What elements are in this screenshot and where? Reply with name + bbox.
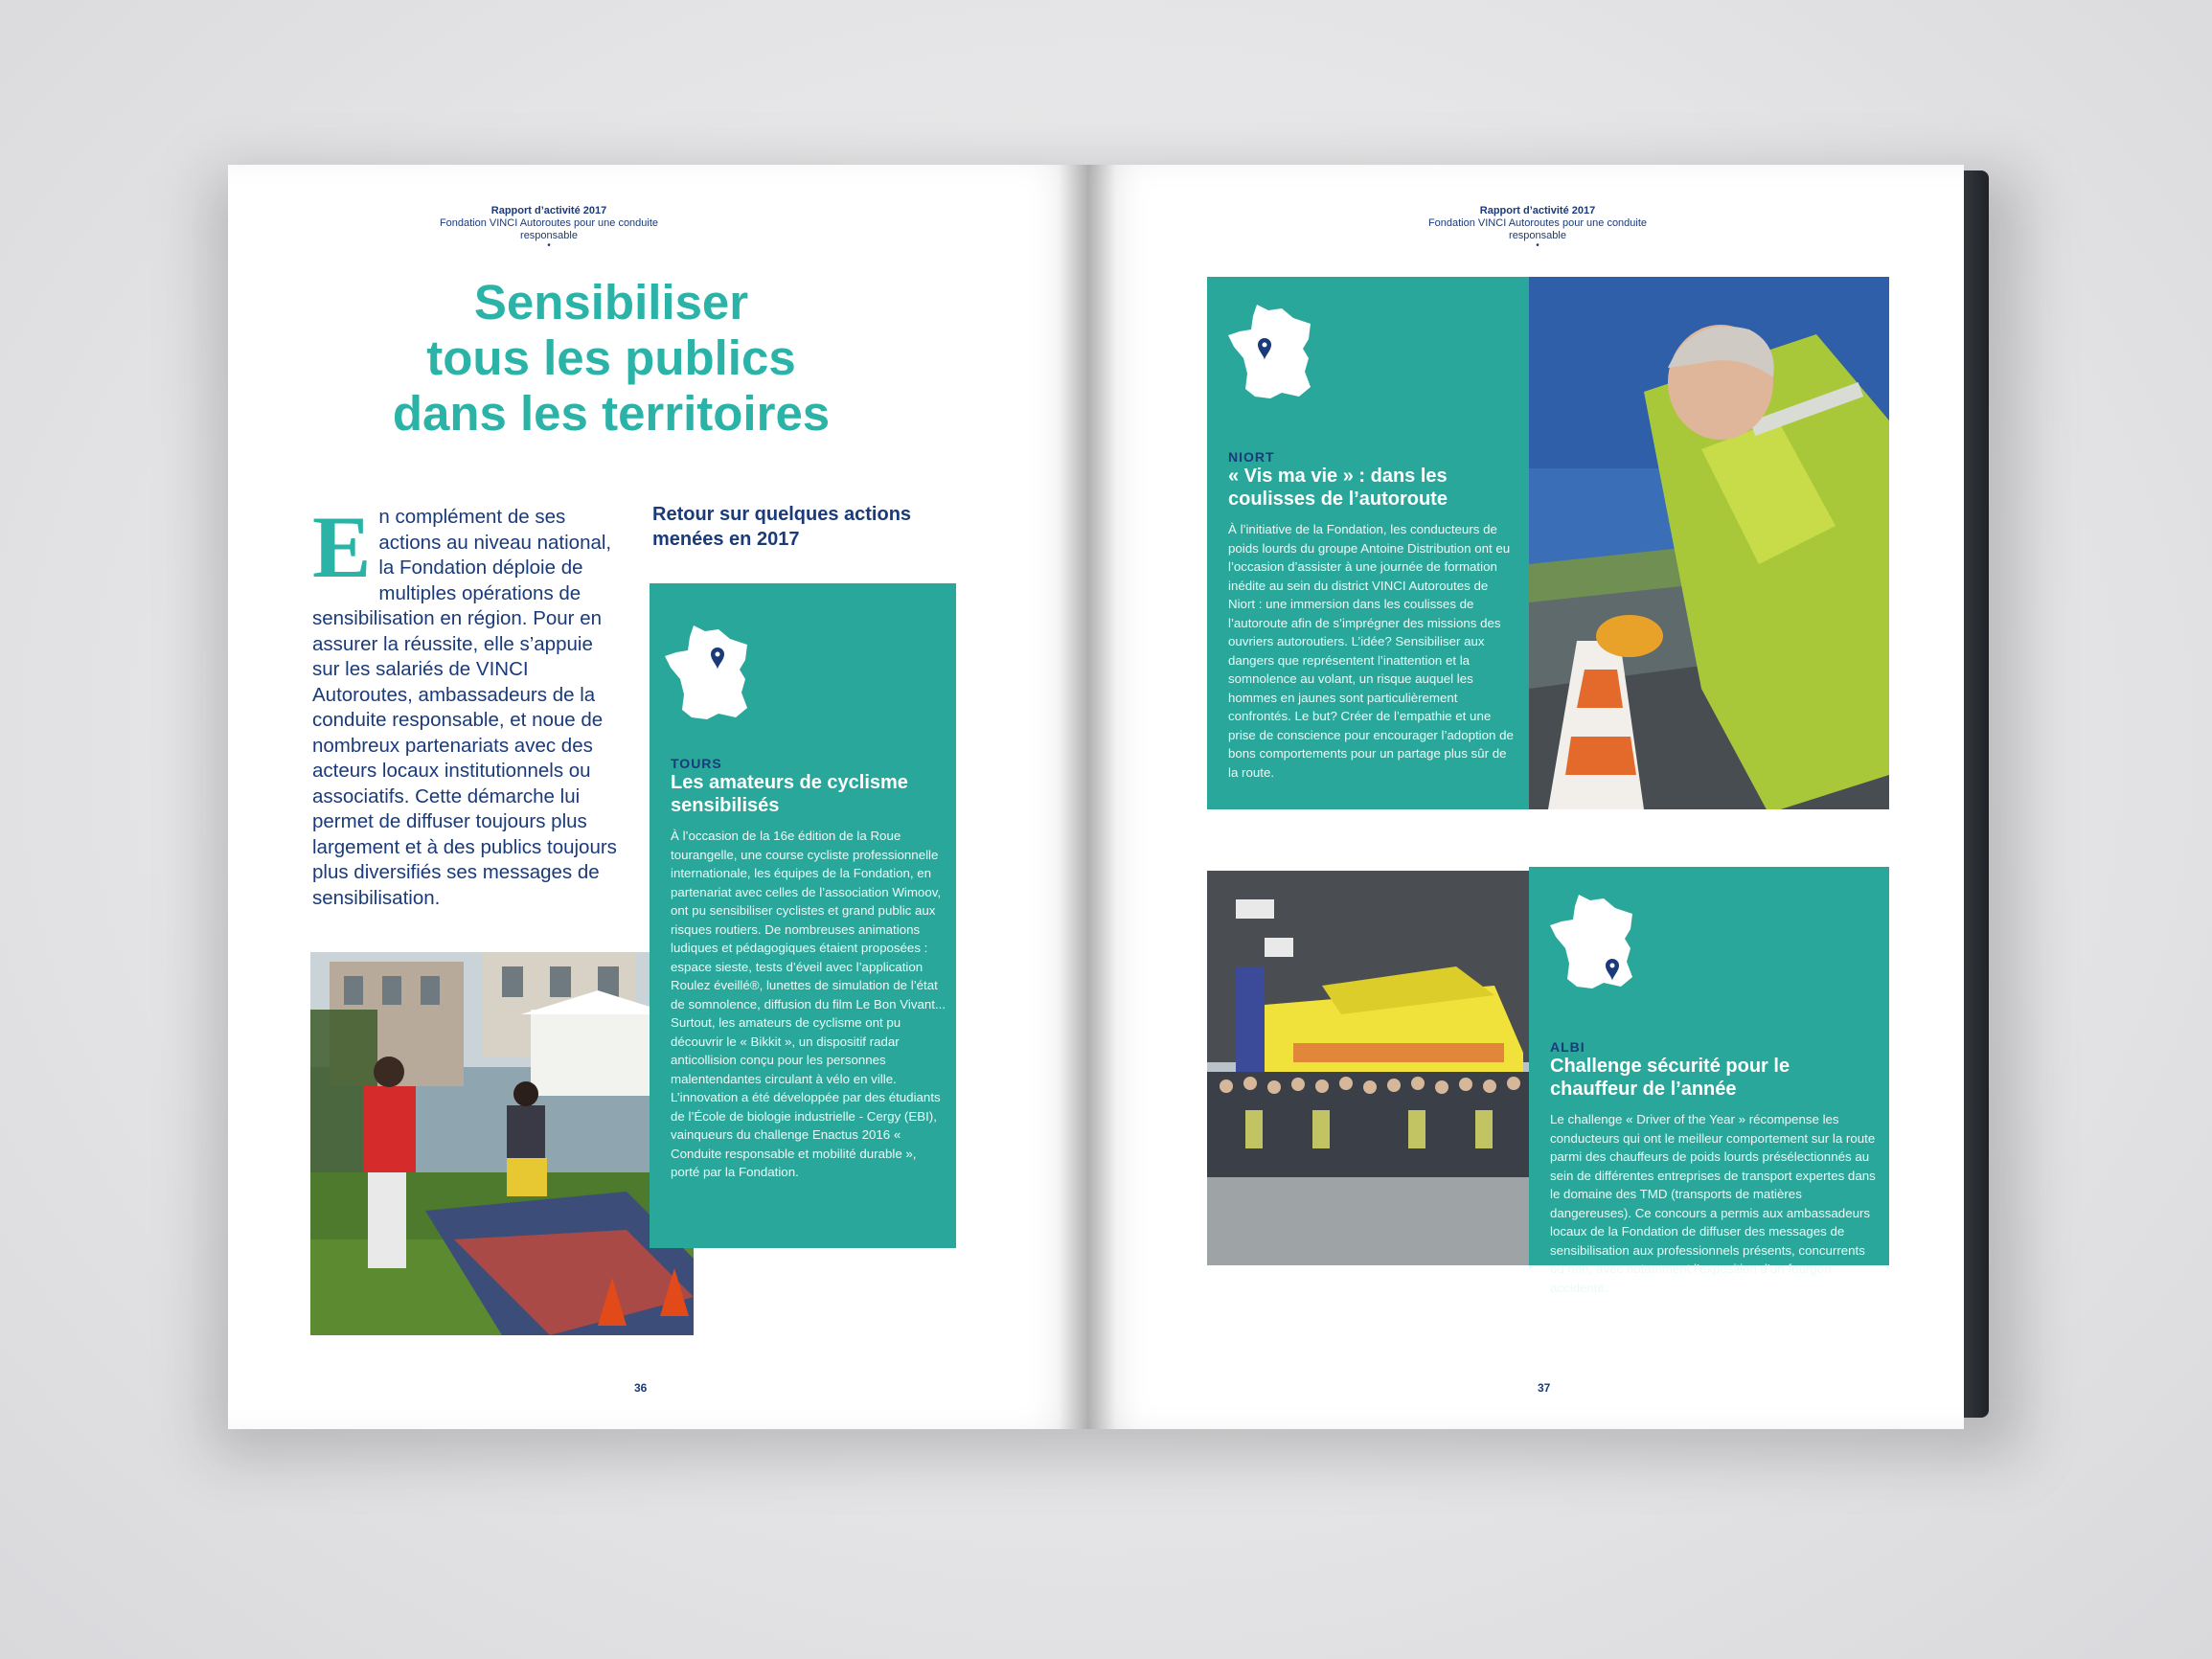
page-number: 36 [634, 1381, 648, 1395]
box-city-label: TOURS [671, 756, 722, 771]
running-head [420, 205, 678, 250]
photo-cycling-event [310, 952, 694, 1335]
actions-heading: Retour sur quelques actions menées en 2017 [652, 504, 912, 550]
page-title-line: dans les territoires [392, 386, 831, 441]
box-body-text: À l’occasion de la 16e édition de la Roue tourangelle, une course cycliste professionnelle internationale, les équipes de la Fondation, en partenariat avec celles de l’association Wimoov, ont pu sensibiliser cyclistes et grand public aux risques routiers. De nombreuses animations ludiques et pédagogiques étaient proposées : espace sieste, tests d’éveil avec l’application Roulez éveillé®, lunettes de simulation de l’état de somnolence, diffusion du film Le Bon Vivant... Surtout, les amateurs de cyclisme ont pu découvrir le « Bikkit », un dispositif radar anticollision conçu pour les personnes malentendantes circulant à vélo en ville. L’innovation a été développée par des étudiants de l’École de biologie industrielle - Cergy (EBI), vainqueurs du challenge Enactus 2016 « Conduite responsable et mobilité durable », porté par la Fondation. [671, 829, 946, 1179]
intro-text: n complément de ses actions au niveau national, la Fondation déploie de multiples opérations de sensibilisation en région. Pour en assurer la réussite, elle s’appuie sur les salariés de VINCI Autoroutes, ambassadeurs de la conduite responsable, et noue de nombreux partenariats avec des acteurs locaux institutionnels ou associatifs. Cette démarche lui permet de diffuser toujours plus largement et à des publics toujours plus diversifiés ses messages de sensibilisation. [312, 506, 617, 909]
right-page [1087, 165, 1964, 1429]
box-city-label: ALBI [1550, 1039, 1585, 1055]
book-gutter [1059, 165, 1116, 1429]
box-heading: « Vis ma vie » : dans les coulisses de l’autoroute [1228, 466, 1448, 510]
box-body-text: À l’initiative de la Fondation, les conducteurs de poids lourds du groupe Antoine Distribution ont eu l’occasion d’assister à une journée de formation inédite au sein du district VINCI Autoroutes de Niort : une immersion dans les coulisses de l’autoroute afin de s’imprégner des missions des ouvriers autoroutiers. L’idée? Sensibiliser aux dangers que représentent l’inattention et la somnolence au volant, un risque auquel les hommes en jaunes sont particulièrement confrontés. Le but? Créer de l’empathie et une prise de conscience pour encourager l’adoption de bons comportements pour un partage plus sûr de la route. [1228, 522, 1514, 780]
action-box-albi [1529, 867, 1889, 1295]
running-head-subtitle: Fondation VINCI Autoroutes pour une conduite responsable [439, 217, 659, 241]
france-map-icon [663, 622, 755, 725]
photo-albi-group [1207, 871, 1529, 1265]
intro-paragraph [312, 498, 619, 911]
drop-cap: E [312, 498, 372, 596]
page-title-line: Sensibiliser [473, 275, 749, 330]
page-number: 37 [1538, 1381, 1551, 1395]
bullet-dot-icon: • [547, 240, 551, 251]
bullet-dot-icon: • [1536, 240, 1539, 251]
action-box-niort [1207, 277, 1529, 809]
left-page [228, 165, 1087, 1429]
running-head-title: Rapport d’activité 2017 [490, 205, 607, 216]
running-head-title: Rapport d’activité 2017 [1479, 205, 1596, 216]
running-head-subtitle: Fondation VINCI Autoroutes pour une conduite responsable [1427, 217, 1648, 241]
box-heading: Challenge sécurité pour le chauffeur de l’année [1550, 1056, 1790, 1100]
photo-road-worker [1529, 277, 1889, 809]
box-heading: Les amateurs de cyclisme sensibilisés [671, 772, 908, 816]
box-city-label: NIORT [1228, 449, 1275, 465]
page-title [362, 275, 860, 442]
page-title-line: tous les publics [426, 330, 796, 385]
box-body-text: Le challenge « Driver of the Year » récompense les conducteurs qui ont le meilleur comportement sur la route parmi des chauffeurs de poids lourds présélectionnés au sein de différentes entreprises de transport expertes dans le domaine des TMD (transports de matières dangereuses). Ce concours a permis aux ambassadeurs locaux de la Fondation de diffuser des messages de sensibilisation aux professionnels présents, concurrents ou non, avec notamment l’exposition d’un fourgon accidenté. [1550, 1112, 1876, 1295]
france-map-icon [1548, 891, 1640, 994]
running-head [1408, 205, 1667, 250]
action-box-tours [650, 583, 956, 1248]
france-map-icon [1226, 301, 1318, 404]
